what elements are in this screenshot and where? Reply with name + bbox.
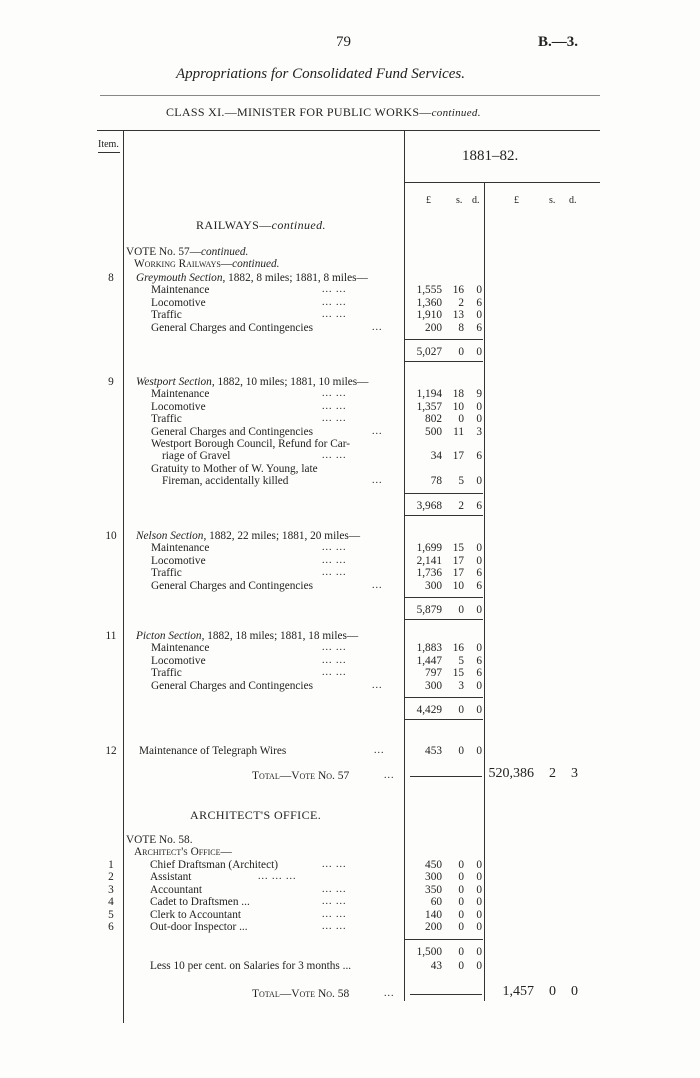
subtotal-pence: 0 xyxy=(476,704,482,716)
line-item-pence: 0 xyxy=(476,642,482,655)
total-vote-57-pounds: 520,386 xyxy=(488,766,534,781)
less-shillings: 0 xyxy=(458,960,464,972)
leader-dots: ... ... xyxy=(322,309,347,321)
item-number: 3 xyxy=(108,883,114,896)
middle-column-rule xyxy=(484,182,485,1001)
architect-line-label: Cadet to Draftsmen ... xyxy=(150,896,250,909)
year-header: 1881–82. xyxy=(462,148,519,164)
leader-dots: ... xyxy=(384,988,395,999)
item-number: 9 xyxy=(108,376,114,388)
leader-dots: ... ... xyxy=(322,667,347,679)
line-item-pounds: 500 xyxy=(425,425,442,438)
less-pounds: 43 xyxy=(430,960,442,972)
subtotal-rule xyxy=(405,697,483,698)
architect-line-label: Assistant xyxy=(150,871,192,884)
leader-dots: ... ... xyxy=(322,296,347,308)
leader-dots: ... xyxy=(372,679,383,691)
architect-line-label: Accountant xyxy=(150,883,203,896)
architect-line-shillings: 0 xyxy=(458,871,464,884)
leader-dots: ... ... xyxy=(322,859,347,870)
architect-line-pence: 0 xyxy=(476,859,482,871)
section-heading xyxy=(136,530,360,542)
line-item-pounds: 2,141 xyxy=(416,554,442,567)
item-header-rule xyxy=(98,152,120,153)
section-name: Westport Section xyxy=(136,376,212,388)
subtotal-pounds: 5,879 xyxy=(416,604,442,616)
table-top-rule xyxy=(97,130,600,131)
architect-line-shillings: 0 xyxy=(458,908,464,921)
line-item-shillings: 8 xyxy=(458,321,464,334)
line-item-pence: 6 xyxy=(476,654,482,667)
item-number: 1 xyxy=(108,859,114,871)
architect-heading: ARCHITECT'S OFFICE. xyxy=(190,808,322,822)
line-item-shillings: 5 xyxy=(458,475,464,488)
line-item-label: riage of Gravel xyxy=(162,450,231,463)
title-rule xyxy=(100,95,600,96)
pence-label-1: d. xyxy=(472,195,480,206)
subtotal-shillings: 0 xyxy=(458,604,464,616)
line-item-shillings: 15 xyxy=(452,667,464,680)
line-item-label: Traffic xyxy=(151,309,182,322)
railways-heading: RAILWAYS—continued. xyxy=(196,218,326,232)
line-item-pounds: 797 xyxy=(425,667,442,680)
line-item-pounds: 1,910 xyxy=(416,309,442,322)
line-item-label: Locomotive xyxy=(151,296,206,309)
total-vote-58-label: Total—Vote No. 58 xyxy=(252,988,350,1000)
line-item-shillings: 3 xyxy=(458,679,464,692)
section-name: Nelson Section xyxy=(136,530,204,542)
line-item-shillings: 11 xyxy=(453,425,464,438)
line-item-pence: 0 xyxy=(476,475,482,488)
line-item-shillings: 10 xyxy=(452,579,464,592)
leader-dots: ... xyxy=(372,425,383,437)
line-item-label: General Charges and Contingencies xyxy=(151,579,313,592)
item-number: 4 xyxy=(108,896,114,909)
leader-dots: ... xyxy=(372,475,383,487)
arch-subtotal-rule xyxy=(405,939,483,940)
line-item-label: Maintenance xyxy=(151,388,210,401)
leader-dots: ... ... xyxy=(322,542,347,554)
architect-line-shillings: 0 xyxy=(458,859,464,871)
leader-dots: ... ... xyxy=(322,654,347,666)
section-heading xyxy=(136,272,368,284)
line-item-label: Traffic xyxy=(151,413,182,426)
pounds-label-2: £ xyxy=(514,195,519,206)
vote-57-line: VOTE No. 57—continued. xyxy=(126,246,249,258)
line-item-pence: 0 xyxy=(476,679,482,692)
line-item-pence: 6 xyxy=(476,579,482,592)
architect-line-pounds: 450 xyxy=(425,859,442,871)
line-item-pounds: 34 xyxy=(430,450,442,463)
subtotal-bottom-rule xyxy=(405,361,483,362)
section-name: Greymouth Section xyxy=(136,272,223,284)
subtotal-pence: 6 xyxy=(476,499,482,512)
telegraph-pounds: 453 xyxy=(425,745,442,757)
total-vote-58-pounds: 1,457 xyxy=(502,984,534,999)
line-item-shillings: 15 xyxy=(452,542,464,555)
line-item-shillings: 16 xyxy=(452,284,464,297)
line-item-shillings: 17 xyxy=(452,554,464,567)
line-item-pounds: 1,699 xyxy=(416,542,442,555)
line-item-label: Traffic xyxy=(151,667,182,680)
item-number: 2 xyxy=(108,871,114,884)
telegraph-shillings: 0 xyxy=(458,745,464,757)
line-item-pence: 0 xyxy=(476,413,482,426)
section-description: , 1882, 8 miles; 1881, 8 miles— xyxy=(222,272,368,284)
line-item-label: Maintenance xyxy=(151,542,210,555)
leader-dots: ... ... ... xyxy=(258,871,297,883)
shillings-label-1: s. xyxy=(456,195,463,206)
line-item-pounds: 78 xyxy=(430,475,442,488)
telegraph-pence: 0 xyxy=(476,745,482,757)
section-name: Picton Section xyxy=(136,630,202,642)
pounds-label-1: £ xyxy=(426,195,431,206)
line-item-pounds: 1,555 xyxy=(416,284,442,297)
section-heading xyxy=(136,376,368,388)
total-vote-58-shillings: 0 xyxy=(549,984,556,999)
line-item-label: General Charges and Contingencies xyxy=(151,321,313,334)
line-item-pounds: 300 xyxy=(425,579,442,592)
architect-line-shillings: 0 xyxy=(458,921,464,933)
year-rule xyxy=(405,182,600,183)
item-number: 6 xyxy=(108,921,114,933)
architect-line-pounds: 350 xyxy=(425,883,442,896)
line-item-pence xyxy=(466,438,482,450)
architect-office-line: Architect's Office— xyxy=(134,846,232,858)
leader-dots: ... ... xyxy=(322,908,347,920)
subtotal-bottom-rule xyxy=(405,515,483,516)
subtotal-pounds: 4,429 xyxy=(416,704,442,716)
line-item-label: Gratuity to Mother of W. Young, late xyxy=(151,462,318,475)
line-item-label: Locomotive xyxy=(151,554,206,567)
line-item-pounds: 200 xyxy=(425,321,442,334)
line-item-shillings: 17 xyxy=(452,450,464,463)
total-vote-58-pence: 0 xyxy=(571,984,578,999)
line-item-pounds: 1,736 xyxy=(416,567,442,580)
subtotal-pounds: 3,968 xyxy=(416,499,442,512)
item-number: 11 xyxy=(105,630,117,642)
item-column-rule xyxy=(123,131,124,1023)
line-item-pence: 0 xyxy=(476,554,482,567)
less-ten-percent-label: Less 10 per cent. on Salaries for 3 months ... xyxy=(150,960,352,972)
line-item-pounds: 802 xyxy=(425,413,442,426)
line-item-shillings: 2 xyxy=(458,296,464,309)
line-item-pence: 0 xyxy=(476,542,482,555)
line-item-pounds: 1,360 xyxy=(416,296,442,309)
telegraph-label: Maintenance of Telegraph Wires xyxy=(139,745,287,757)
line-item-pounds: 1,194 xyxy=(416,388,442,401)
item-column-header: Item. xyxy=(98,139,119,150)
leader-dots: ... ... xyxy=(322,400,347,412)
line-item-label: Westport Borough Council, Refund for Car- xyxy=(151,438,351,450)
section-description: , 1882, 22 miles; 1881, 20 miles— xyxy=(203,530,361,542)
leader-dots: ... ... xyxy=(322,567,347,579)
subtotal-shillings: 0 xyxy=(458,346,464,358)
subtotal-shillings: 2 xyxy=(458,499,464,512)
shillings-label-2: s. xyxy=(549,195,556,206)
subtotal-bottom-rule xyxy=(405,719,483,720)
subtotal-pence: 0 xyxy=(476,346,482,358)
total-vote-57-pence: 3 xyxy=(571,766,578,781)
item-number: 8 xyxy=(108,272,114,284)
leader-dots: ... ... xyxy=(322,921,347,932)
line-item-pounds: 1,357 xyxy=(416,400,442,413)
page-title: Appropriations for Consolidated Fund Services. xyxy=(176,66,466,82)
line-item-pence: 3 xyxy=(476,425,482,438)
vote-58-line: VOTE No. 58. xyxy=(126,834,193,846)
line-item-pence: 0 xyxy=(476,400,482,413)
subtotal-rule xyxy=(405,339,483,340)
leader-dots: ... ... xyxy=(322,413,347,425)
leader-dots: ... ... xyxy=(322,896,347,908)
line-item-shillings: 0 xyxy=(458,413,464,426)
leader-dots: ... ... xyxy=(322,284,347,296)
line-item-label: Locomotive xyxy=(151,400,206,413)
line-item-pence xyxy=(466,463,482,475)
architect-line-pence: 0 xyxy=(476,908,482,921)
page-number: 79 xyxy=(336,34,351,50)
architect-line-label: Clerk to Accountant xyxy=(150,908,241,921)
line-item-shillings: 5 xyxy=(458,654,464,667)
subtotal-bottom-rule xyxy=(405,619,483,620)
document-reference: B.—3. xyxy=(538,34,579,50)
item-number: 10 xyxy=(105,530,117,542)
line-item-shillings: 10 xyxy=(452,400,464,413)
subtotal-pence: 0 xyxy=(476,604,482,616)
line-item-shillings xyxy=(444,463,464,475)
section-heading xyxy=(136,630,358,642)
item-number: 12 xyxy=(105,745,117,757)
architect-line-pounds: 140 xyxy=(425,908,442,921)
subtotal-pounds: 5,027 xyxy=(416,346,442,358)
subtotal-shillings: 0 xyxy=(458,704,464,716)
architect-line-pounds: 300 xyxy=(425,871,442,884)
line-item-shillings: 18 xyxy=(452,388,464,401)
architect-line-pence: 0 xyxy=(476,921,482,933)
total-vote-57-label: Total—Vote No. 57 xyxy=(252,770,350,782)
leader-dots: ... xyxy=(384,770,395,781)
class-heading: CLASS XI.—MINISTER FOR PUBLIC WORKS—continued. xyxy=(166,105,481,119)
line-item-label: Fireman, accidentally killed xyxy=(162,475,289,488)
line-item-pence: 6 xyxy=(476,296,482,309)
line-item-pounds xyxy=(400,463,442,475)
line-item-shillings: 17 xyxy=(452,567,464,580)
line-item-shillings: 13 xyxy=(452,309,464,322)
line-item-label: Locomotive xyxy=(151,654,206,667)
architect-line-label: Chief Draftsman (Architect) xyxy=(150,859,278,871)
architect-line-pence: 0 xyxy=(476,871,482,884)
line-item-label: General Charges and Contingencies xyxy=(151,679,313,692)
line-item-pounds: 1,883 xyxy=(416,642,442,655)
arch-subtotal-shillings: 0 xyxy=(458,946,464,958)
less-pence: 0 xyxy=(476,960,482,972)
line-item-pence: 6 xyxy=(476,450,482,463)
line-item-pounds: 1,447 xyxy=(416,654,442,667)
line-item-pounds: 300 xyxy=(425,679,442,692)
line-item-shillings xyxy=(444,438,464,450)
section-description: , 1882, 18 miles; 1881, 18 miles— xyxy=(201,630,359,642)
leader-dots: ... xyxy=(374,745,385,756)
item-number: 5 xyxy=(108,908,114,921)
working-railways-line: Working Railways—continued. xyxy=(134,258,280,270)
line-item-label: Traffic xyxy=(151,567,182,580)
line-item-pence: 0 xyxy=(476,309,482,322)
leader-dots: ... ... xyxy=(322,554,347,566)
subtotal-rule xyxy=(405,597,483,598)
line-item-label: Maintenance xyxy=(151,284,210,297)
line-item-shillings: 16 xyxy=(452,642,464,655)
leader-dots: ... ... xyxy=(322,642,347,654)
architect-line-pounds: 60 xyxy=(430,896,442,909)
total-dash xyxy=(410,776,482,777)
leader-dots: ... ... xyxy=(322,388,347,400)
leader-dots: ... xyxy=(372,321,383,333)
section-description: , 1882, 10 miles; 1881, 10 miles— xyxy=(211,376,369,388)
leader-dots: ... ... xyxy=(322,450,347,462)
line-item-pence: 6 xyxy=(476,321,482,334)
arch-subtotal-pence: 0 xyxy=(476,946,482,958)
line-item-pence: 0 xyxy=(476,284,482,297)
total-vote-57-shillings: 2 xyxy=(549,766,556,781)
leader-dots: ... xyxy=(372,579,383,591)
leader-dots: ... ... xyxy=(322,883,347,895)
architect-line-pence: 0 xyxy=(476,883,482,896)
subtotal-rule xyxy=(405,493,483,494)
architect-line-pence: 0 xyxy=(476,896,482,909)
line-item-pence: 6 xyxy=(476,667,482,680)
pence-label-2: d. xyxy=(569,195,577,206)
architect-line-pounds: 200 xyxy=(425,921,442,933)
architect-line-shillings: 0 xyxy=(458,883,464,896)
total-dash xyxy=(410,994,482,995)
line-item-pounds xyxy=(400,438,442,450)
arch-subtotal-pounds: 1,500 xyxy=(416,946,442,958)
line-item-pence: 9 xyxy=(476,388,482,401)
line-item-label: Maintenance xyxy=(151,642,210,655)
architect-line-shillings: 0 xyxy=(458,896,464,909)
architect-line-label: Out-door Inspector ... xyxy=(150,921,248,933)
line-item-label: General Charges and Contingencies xyxy=(151,425,313,438)
line-item-pence: 6 xyxy=(476,567,482,580)
